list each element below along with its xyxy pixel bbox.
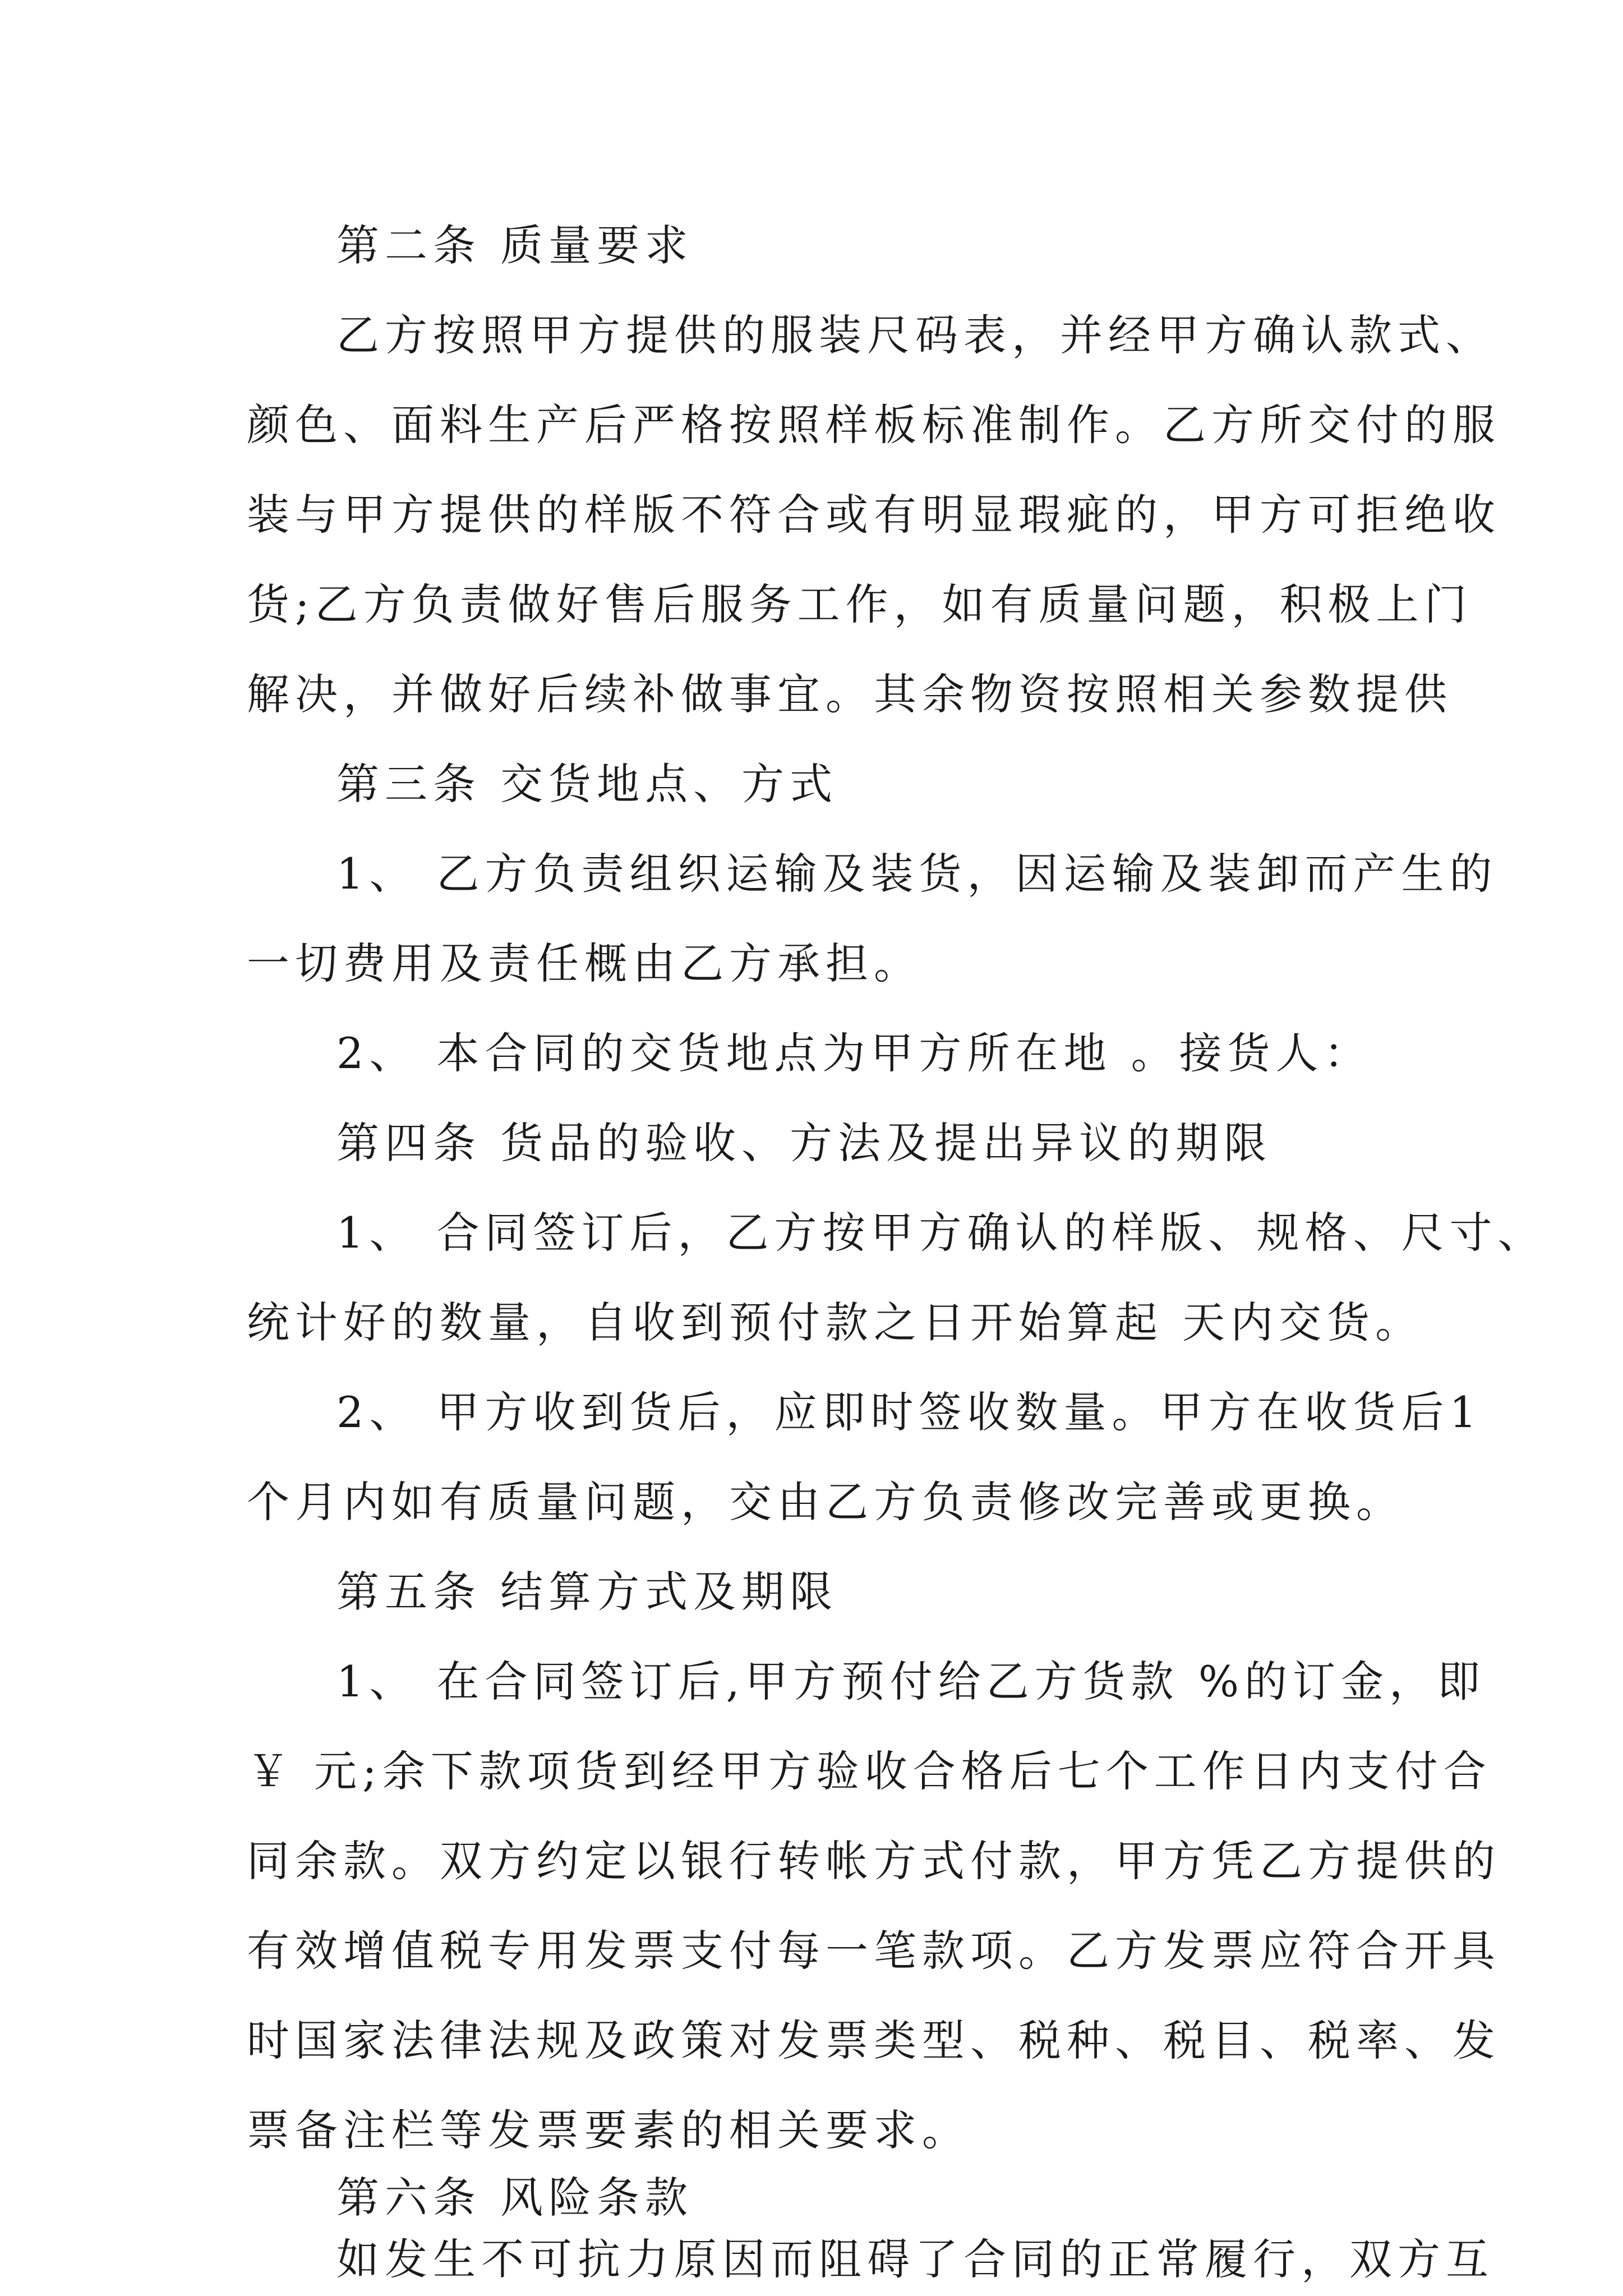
clause-2-text-line: 装与甲方提供的样版不符合或有明显瑕疵的，甲方可拒绝收	[247, 490, 1501, 540]
clause-2-text-line: 乙方按照甲方提供的服装尺码表，并经甲方确认款式、	[336, 310, 1494, 360]
clause-6-text-line: 如发生不可抗力原因而阻碍了合同的正常履行，双方互	[336, 2234, 1494, 2284]
clause-4-item-2: 个月内如有质量问题，交由乙方负责修改完善或更换。	[247, 1477, 1404, 1527]
clause-4-item-1: 统计好的数量，自收到预付款之日开始算起 天内交货。	[247, 1297, 1424, 1347]
clause-5-item-1: 同余款。双方约定以银行转帐方式付款，甲方凭乙方提供的	[247, 1836, 1501, 1886]
clause-3-item-2: 2、 本合同的交货地点为甲方所在地 。接货人：	[336, 1028, 1372, 1078]
clause-3-heading: 第三条 交货地点、方式	[336, 759, 838, 809]
clause-2-text-line: 货;乙方负责做好售后服务工作，如有质量问题，积极上门	[247, 579, 1473, 629]
clause-5-item-1: 有效增值税专用发票支付每一笔款项。乙方发票应符合开具	[247, 1926, 1501, 1976]
clause-2-text-line: 解决，并做好后续补做事宜。其余物资按照相关参数提供	[247, 669, 1453, 719]
clause-6-heading: 第六条 风险条款	[336, 2173, 694, 2223]
clause-4-item-2: 2、 甲方收到货后，应即时签收数量。甲方在收货后1	[336, 1387, 1482, 1437]
clause-2-text-line: 颜色、面料生产后严格按照样板标准制作。乙方所交付的服	[247, 400, 1501, 450]
clause-4-heading: 第四条 货品的验收、方法及提出异议的期限	[336, 1118, 1272, 1168]
clause-5-item-1: 票备注栏等发票要素的相关要求。	[247, 2105, 970, 2155]
clause-3-item-1: 1、 乙方负责组织运输及装货，因运输及装卸而产生的	[336, 849, 1498, 899]
clause-4-item-1: 1、 合同签订后，乙方按甲方确认的样版、规格、尺寸、	[336, 1208, 1546, 1258]
clause-3-item-1: 一切费用及责任概由乙方承担。	[247, 938, 922, 988]
clause-5-item-1: 时国家法律法规及政策对发票类型、税种、税目、税率、发	[247, 2016, 1501, 2065]
clause-5-item-1: ￥ 元;余下款项货到经甲方验收合格后七个工作日内支付合	[247, 1746, 1492, 1796]
clause-5-item-1: 1、 在合同签订后,甲方预付给乙方货款 %的订金，即	[336, 1657, 1486, 1706]
clause-2-heading: 第二条 质量要求	[336, 220, 694, 270]
clause-5-heading: 第五条 结算方式及期限	[336, 1567, 838, 1617]
